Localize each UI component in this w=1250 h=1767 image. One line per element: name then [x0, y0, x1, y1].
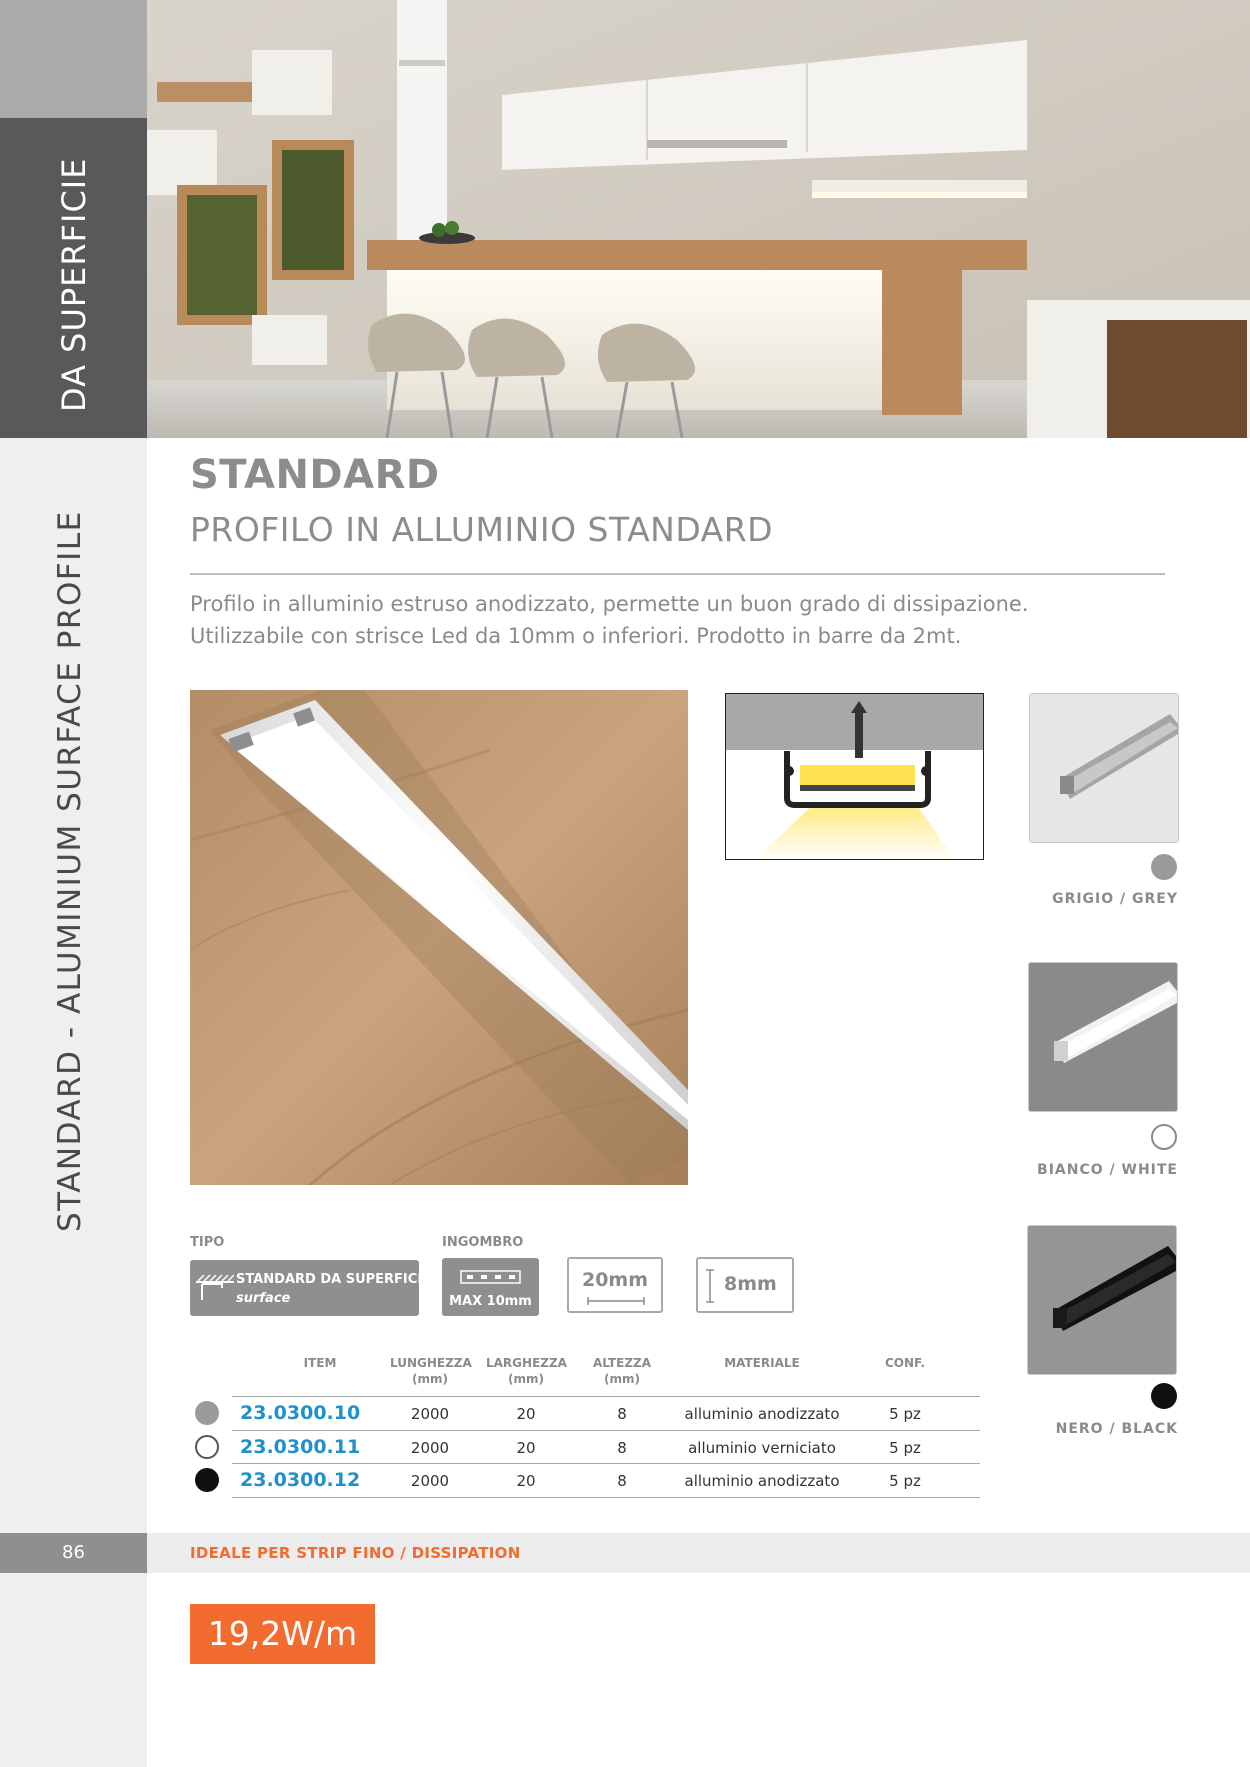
height-dimension-icon [706, 1269, 714, 1303]
table-row [190, 1431, 980, 1464]
material-cell: alluminio anodizzato [684, 1472, 840, 1490]
black-profile-photo [1027, 1225, 1177, 1375]
ideal-for-text: IDEALE PER STRIP FINO / DISSIPATION [190, 1544, 521, 1562]
pack-cell: 5 pz [889, 1405, 921, 1423]
white-row-dot [195, 1435, 219, 1459]
length-cell: 2000 [410, 1405, 450, 1423]
white-swatch-dot [1151, 1124, 1177, 1150]
height-value: 8mm [724, 1273, 777, 1295]
header-length: LUNGHEZZA (mm) [390, 1356, 472, 1386]
surface-mount-icon [196, 1274, 234, 1304]
led-strip-icon [460, 1270, 521, 1284]
product-description [190, 588, 1190, 652]
description-line: Profilo in alluminio estruso anodizzato, permette un buon grado di dissipazione. [190, 592, 1029, 616]
sidebar-top-block [0, 0, 147, 118]
pack-cell: 5 pz [889, 1439, 921, 1457]
product-photo [190, 690, 688, 1185]
black-row-dot [195, 1468, 219, 1492]
pack-cell: 5 pz [889, 1472, 921, 1490]
width-cell: 20 [516, 1472, 536, 1490]
profile-section-diagram [725, 693, 984, 860]
product-subtitle: PROFILO IN ALLUMINIO STANDARD [190, 510, 774, 549]
width-badge [567, 1257, 663, 1313]
width-value: 20mm [581, 1269, 649, 1291]
header-pack: CONF. [884, 1356, 926, 1370]
table-row [190, 1397, 980, 1430]
item-code: 23.0300.11 [240, 1436, 361, 1458]
header-material: MATERIALE [724, 1356, 800, 1370]
grey-profile-photo [1029, 693, 1179, 843]
height-cell: 8 [617, 1405, 627, 1423]
black-swatch-dot [1151, 1383, 1177, 1409]
header-width: LARGHEZZA (mm) [486, 1356, 567, 1386]
item-code: 23.0300.12 [240, 1469, 361, 1491]
tipo-label: TIPO [190, 1235, 225, 1250]
grey-row-dot [195, 1401, 219, 1425]
height-cell: 8 [617, 1472, 627, 1490]
tipo-value: STANDARD DA SUPERFICIE [236, 1272, 432, 1287]
length-cell: 2000 [410, 1439, 450, 1457]
white-color-label: BIANCO / WHITE [1037, 1162, 1178, 1178]
ingombro-label: INGOMBRO [442, 1235, 524, 1250]
width-cell: 20 [516, 1439, 536, 1457]
section-label: DA SUPERFICIE [55, 157, 93, 412]
width-dimension-icon [587, 1297, 645, 1305]
product-title: STANDARD [190, 452, 440, 498]
height-cell: 8 [617, 1439, 627, 1457]
page-number: 86 [0, 1533, 147, 1573]
hero-kitchen-photo [147, 0, 1250, 438]
product-family-label: STANDARD - ALUMINIUM SURFACE PROFILE [52, 510, 88, 1232]
black-color-label: NERO / BLACK [1055, 1421, 1178, 1437]
material-cell: alluminio verniciato [688, 1439, 836, 1457]
length-cell: 2000 [410, 1472, 450, 1490]
grey-swatch-dot [1151, 854, 1177, 880]
white-profile-photo [1028, 962, 1178, 1112]
power-rating-badge: 19,2W/m [190, 1604, 375, 1664]
ideal-for-bar [147, 1533, 1250, 1573]
ingombro-value: MAX 10mm [449, 1294, 532, 1309]
ingombro-badge [442, 1258, 539, 1316]
height-badge [696, 1257, 794, 1313]
width-cell: 20 [516, 1405, 536, 1423]
title-divider [190, 573, 1165, 575]
tipo-subvalue: surface [236, 1291, 291, 1306]
table-rule [232, 1497, 980, 1498]
header-item: ITEM [303, 1356, 337, 1370]
item-code: 23.0300.10 [240, 1402, 361, 1424]
tipo-badge [190, 1260, 432, 1316]
header-height: ALTEZZA (mm) [592, 1356, 652, 1386]
grey-color-label: GRIGIO / GREY [1052, 891, 1178, 907]
table-row [190, 1464, 980, 1497]
description-line: Utilizzabile con strisce Led da 10mm o inferiori. Prodotto in barre da 2mt. [190, 624, 962, 648]
material-cell: alluminio anodizzato [684, 1405, 840, 1423]
